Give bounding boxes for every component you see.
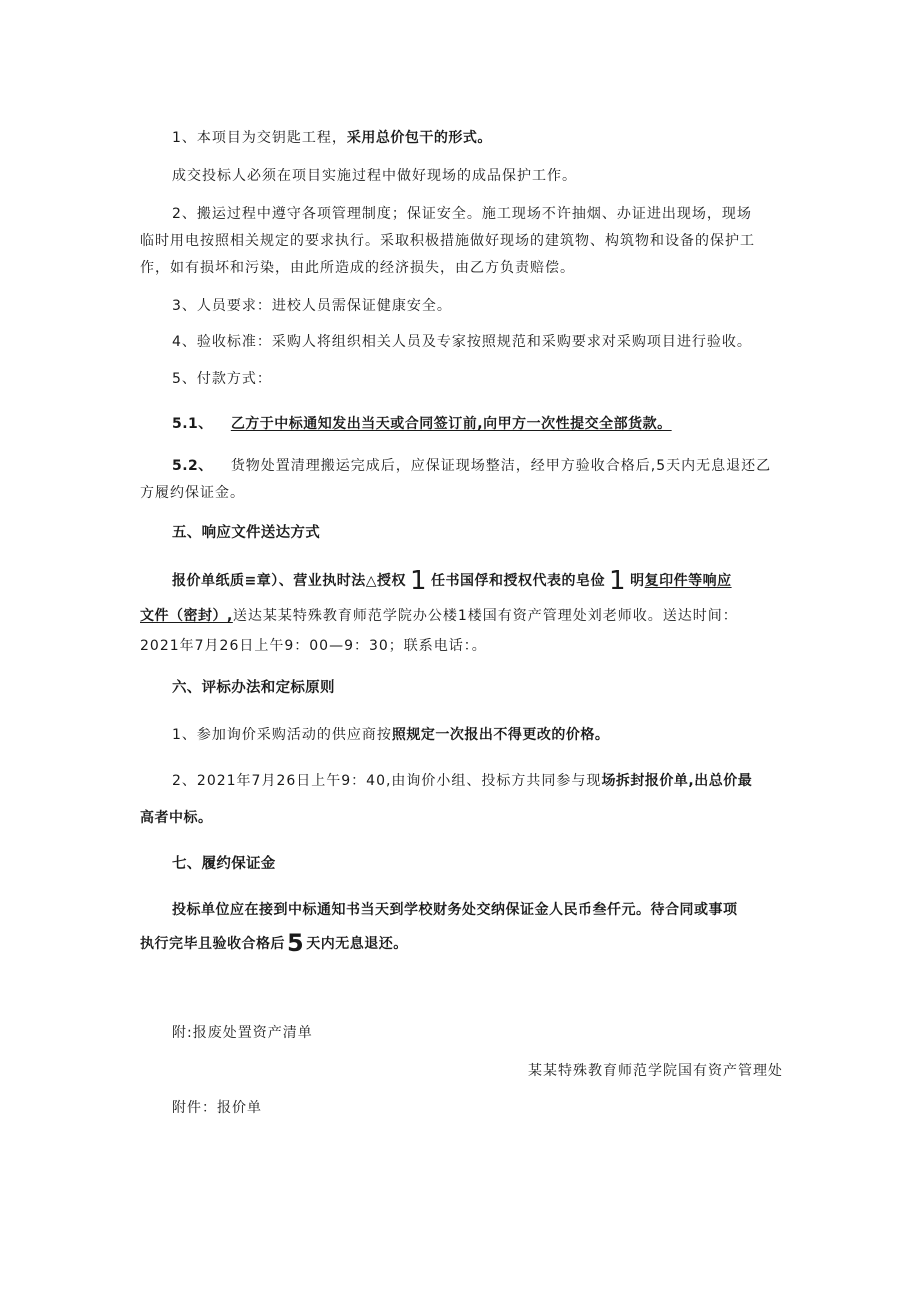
item-5-2-text: 货物处置清理搬运完成后，应保证现场整洁，经甲方验收合格后,5天内无息退还乙 <box>230 458 772 474</box>
section-7-line-2-a: 执行完毕且验收合格后 <box>140 936 285 952</box>
section-5-line-1 <box>172 566 785 596</box>
section-7-line-1: 投标单位应在接到中标通知书当天到学校财务处交纳保证金人民币叁仟元。待合同或事项 <box>172 902 738 918</box>
section-6-item-1-a: 1、参加询价采购活动的供应商按 <box>172 727 392 743</box>
section-6-item-2-line-2: 高者中标。 <box>140 810 213 826</box>
section-6-title: 六、评标办法和定标原则 <box>172 680 335 696</box>
section-6-item-1 <box>172 720 785 750</box>
section-7-line-2 <box>140 928 785 959</box>
item-1 <box>172 123 785 153</box>
item-1-note: 成交投标人必须在项目实施过程中做好现场的成品保护工作。 <box>172 168 577 184</box>
section-5-line-1-a: 报价单纸质≡章）、营业执时法△授权 <box>172 573 406 589</box>
item-2-line-3: 作，如有损坏和污染，由此所造成的经济损失，由乙方负责赔偿。 <box>140 260 575 276</box>
section-6-item-1-b: 照规定一次报出不得更改的价格。 <box>391 727 610 743</box>
attachment-2: 附件：报价单 <box>172 1100 262 1116</box>
item-4: 4、验收标准：采购人将组织相关人员及专家按照规范和采购要求对采购项目进行验收。 <box>172 334 752 350</box>
item-5-2-number: 5.2、 <box>172 458 213 474</box>
attachment-1: 附:报废处置资产清单 <box>172 1025 313 1041</box>
section-5-line-2-a: 文件（密封）, <box>140 608 233 624</box>
item-1-text-a: 1、本项目为交钥匙工程， <box>172 130 347 146</box>
section-5-title: 五、响应文件送达方式 <box>172 525 320 541</box>
item-2-line-1: 2、搬运过程中遵守各项管理制度；保证安全。施工现场不许抽烟、办证进出现场，现场 <box>172 206 752 222</box>
section-5-line-3: 2021年7月26日上午9：00—9：30；联系电话：。 <box>140 638 487 654</box>
item-5-2-line-2: 方履约保证金。 <box>140 485 245 501</box>
item-1-text-b: 采用总价包干的形式。 <box>346 130 492 146</box>
section-6-item-2-b: 场拆封报价单,出总价最 <box>601 773 753 789</box>
section-5-line-2 <box>140 601 785 631</box>
item-5-2-line-1 <box>172 451 785 481</box>
section-5-line-2-b: 送达某某特殊教育师范学院办公楼1楼国有资产管理处刘老师收。送达时间： <box>232 608 738 624</box>
section-5-line-1-b: 任书国俘和授权代表的皂俭 <box>431 573 606 589</box>
section-5-line-1-big-2: 1 <box>609 566 627 596</box>
signature-issuer: 某某特殊教育师范学院国有资产管理处 <box>528 1063 783 1079</box>
section-6-item-2-line-1 <box>172 766 785 796</box>
item-3: 3、人员要求：进校人员需保证健康安全。 <box>172 298 452 314</box>
section-5-line-1-d: 复印件等响应 <box>644 573 732 589</box>
item-5-1-number: 5.1、 <box>172 416 213 432</box>
section-5-line-1-big-1: 1 <box>410 566 428 596</box>
section-7-title: 七、履约保证金 <box>172 856 276 872</box>
item-5-1-text: 乙方于中标通知发出当天或合同签订前,向甲方一次性提交全部货款。 <box>230 416 672 432</box>
section-5-line-1-c: 明 <box>630 573 645 589</box>
item-2-line-2: 临时用电按照相关规定的要求执行。采取积极措施做好现场的建筑物、构筑物和设备的保护工 <box>140 233 755 249</box>
item-5: 5、付款方式： <box>172 371 272 387</box>
section-6-item-2-a: 2、2021年7月26日上午9：40,由询价小组、投标方共同参与现 <box>172 773 602 789</box>
item-5-1 <box>172 409 785 439</box>
section-7-line-2-big: 5 <box>287 929 305 957</box>
section-7-line-2-b: 天内无息退还。 <box>306 936 408 952</box>
